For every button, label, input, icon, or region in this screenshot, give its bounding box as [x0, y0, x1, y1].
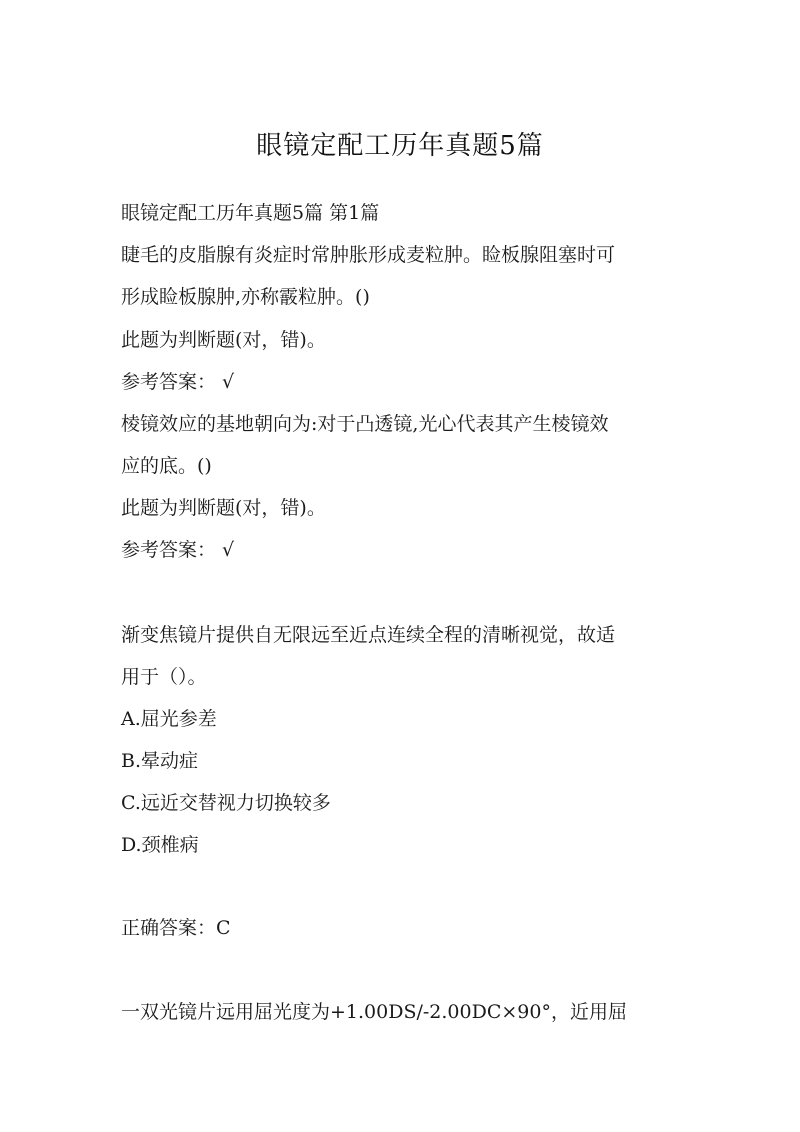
question-3-option-d: D.颈椎病 [121, 834, 199, 856]
question-2-text-line-1: 棱镜效应的基地朝向为:对于凸透镜,光心代表其产生棱镜效 [121, 413, 609, 435]
question-1-text-line-1: 睫毛的皮脂腺有炎症时常肿胀形成麦粒肿。睑板腺阻塞时可 [121, 244, 616, 266]
question-3-option-a: A.屈光参差 [121, 708, 217, 730]
question-4-text-line-1: 一双光镜片远用屈光度为+1.00DS/-2.00DC×90°，近用屈 [121, 1001, 627, 1023]
question-2-text-line-2: 应的底。() [121, 455, 212, 477]
question-1-text-line-2: 形成睑板腺肿,亦称霰粒肿。() [121, 286, 370, 308]
question-2-answer: 参考答案： √ [121, 539, 235, 561]
question-1-answer: 参考答案： √ [121, 371, 235, 393]
document-title: 眼镜定配工历年真题5篇 [256, 131, 544, 161]
question-3-option-b: B.晕动症 [121, 750, 199, 772]
question-3-answer: 正确答案：C [121, 917, 231, 939]
question-3-text-line-2: 用于（）。 [121, 666, 207, 688]
question-3-option-c: C.远近交替视力切换较多 [121, 792, 331, 814]
document-subtitle: 眼镜定配工历年真题5篇 第1篇 [121, 202, 380, 224]
question-3-text-line-1: 渐变焦镜片提供自无限远至近点连续全程的清晰视觉，故适 [121, 624, 616, 646]
question-2-type: 此题为判断题(对，错)。 [121, 497, 326, 519]
question-1-type: 此题为判断题(对，错)。 [121, 329, 326, 351]
